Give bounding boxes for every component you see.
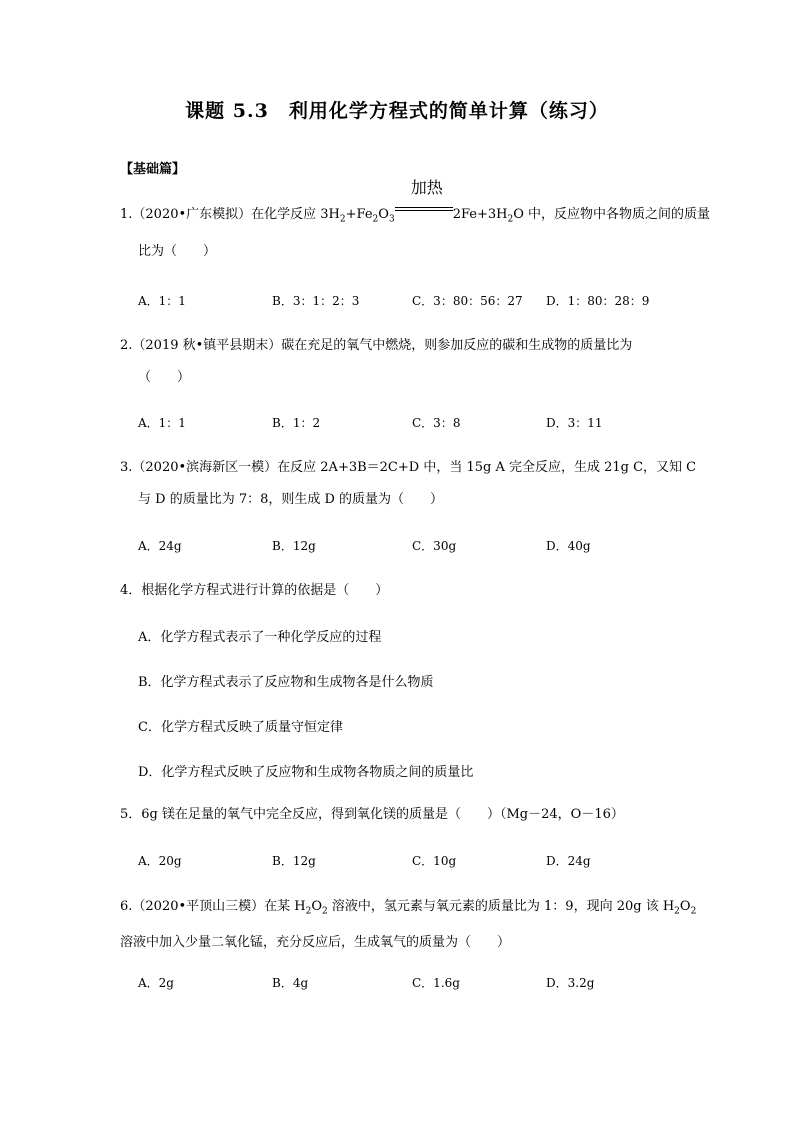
- option-c[interactable]: C．3：80：56：27: [412, 294, 523, 308]
- option-c[interactable]: C．3：8: [412, 416, 461, 430]
- option-a[interactable]: A．化学方程式表示了一种化学反应的过程: [138, 630, 382, 645]
- question-2-options: [138, 414, 698, 434]
- question-1-stem: 1.（2020•广东模拟）在化学反应 $3H_2+Fe_2O_3$ 加热 $2Fe+3H_2O$ 中，反应物中各物质之间的质量: [120, 178, 710, 225]
- question-6: [120, 897, 696, 953]
- option-b[interactable]: B．12g: [272, 539, 316, 553]
- question-3-options: [138, 537, 698, 557]
- question-5-options: [138, 852, 698, 872]
- reaction-arrow: [395, 178, 453, 218]
- option-a[interactable]: A．1：1: [138, 294, 186, 308]
- question-4: [120, 581, 388, 601]
- option-c[interactable]: C．10g: [412, 854, 457, 868]
- reaction-condition: 加热: [410, 178, 443, 197]
- option-b[interactable]: B．4g: [272, 976, 309, 990]
- option-b[interactable]: B．化学方程式表示了反应物和生成物各是什么物质: [138, 675, 434, 690]
- question-3: [120, 458, 696, 510]
- option-d[interactable]: D．1：80：28：9: [546, 294, 650, 308]
- option-a[interactable]: A．1：1: [138, 416, 186, 430]
- question-1: [120, 178, 710, 262]
- option-d[interactable]: D．24g: [546, 854, 591, 868]
- question-6-stem-cont: 溶液中加入少量二氧化锰，充分反应后，生成氧气的质量为（ ）: [120, 934, 511, 950]
- question-1-options: [138, 292, 698, 312]
- option-a[interactable]: A．24g: [138, 539, 182, 553]
- option-c[interactable]: C．30g: [412, 539, 457, 553]
- question-2: [120, 336, 632, 388]
- section-heading: 【基础篇】: [120, 162, 186, 177]
- question-5-stem: 5．6g 镁在足量的氧气中完全反应，得到氧化镁的质量是（ ）（Mg－24，O－16）: [120, 807, 624, 822]
- question-3-stem: 3.（2020•滨海新区一模）在反应 2A+3B＝2C+D 中，当 15g A 完全反应，生成 21g C，又知 C: [120, 460, 697, 475]
- question-1-stem-cont: 比为（ ）: [138, 243, 217, 259]
- option-b[interactable]: B．12g: [272, 854, 316, 868]
- question-5: [120, 805, 624, 825]
- option-c[interactable]: C．化学方程式反映了质量守恒定律: [138, 720, 343, 735]
- document-title: 课题 5.3 利用化学方程式的简单计算（练习）: [185, 100, 609, 122]
- question-2-stem: 2.（2019 秋•镇平县期末）碳在充足的氧气中燃烧，则参加反应的碳和生成物的质量比为: [120, 338, 633, 353]
- option-a[interactable]: A．2g: [138, 976, 174, 990]
- question-4-stem: 4．根据化学方程式进行计算的依据是（ ）: [120, 583, 389, 598]
- option-b[interactable]: B．1：2: [272, 416, 321, 430]
- option-d[interactable]: D．化学方程式反映了反应物和生成物各物质之间的质量比: [138, 765, 474, 780]
- question-6-stem: 6.（2020•平顶山三模）在某 $H_2O_2$ 溶液中，氢元素与氧元素的质量比为 1：9，现向 20g 该 $H_2O_2$: [120, 899, 697, 917]
- option-d[interactable]: D．40g: [546, 539, 591, 553]
- option-b[interactable]: B．3：1：2：3: [272, 294, 360, 308]
- question-3-stem-cont: 与 D 的质量比为 7：8，则生成 D 的质量为（ ）: [138, 492, 444, 507]
- option-d[interactable]: D．3：11: [546, 416, 603, 430]
- option-c[interactable]: C．1.6g: [412, 976, 460, 990]
- question-6-options: [138, 974, 698, 994]
- option-a[interactable]: A．20g: [138, 854, 182, 868]
- question-2-stem-cont: （ ）: [138, 370, 191, 385]
- option-d[interactable]: D．3.2g: [546, 976, 595, 990]
